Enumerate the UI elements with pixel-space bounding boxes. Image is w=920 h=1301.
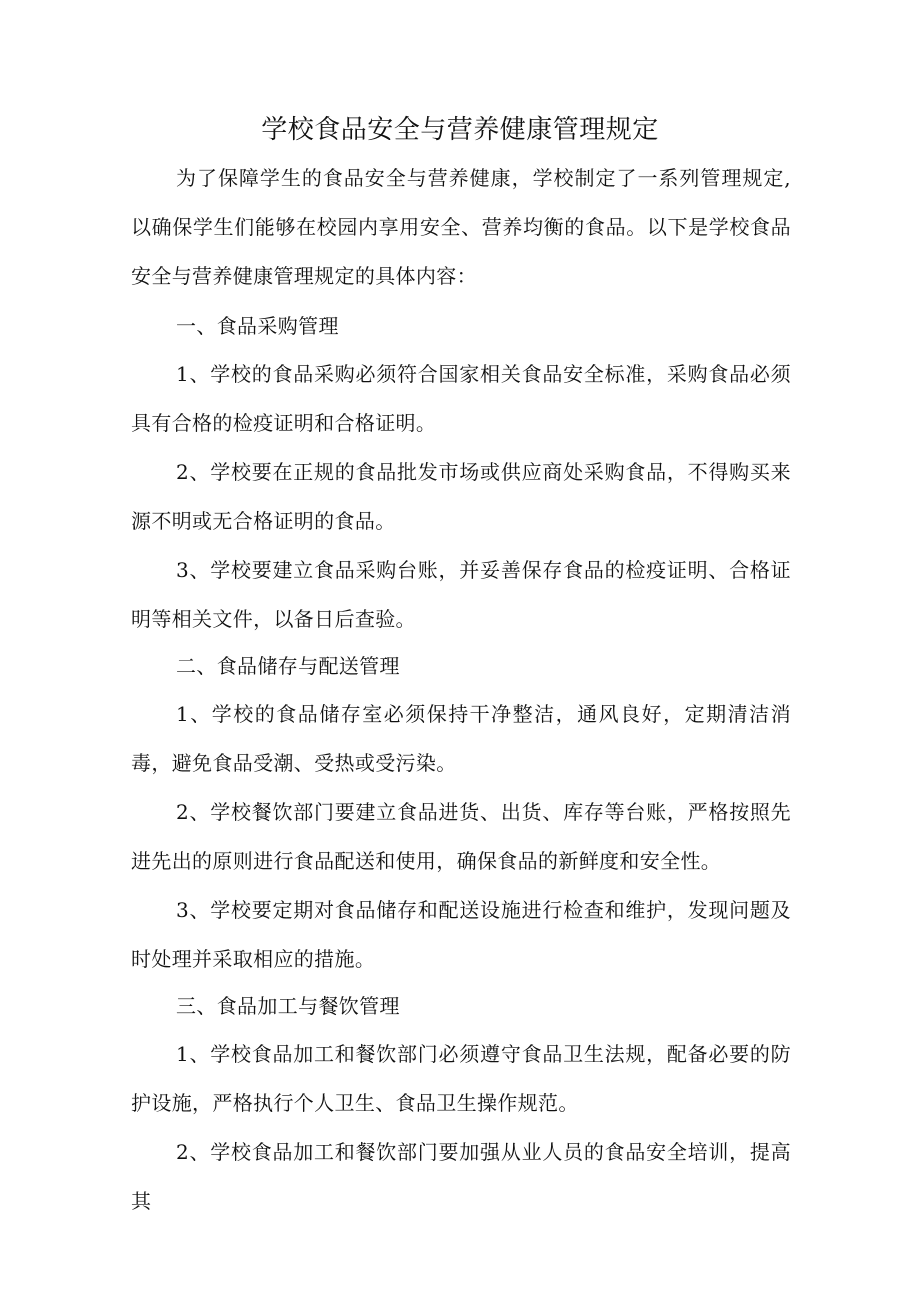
section-1-item-3: 3、学校要建立食品采购台账，并妥善保存食品的检疫证明、合格证明等相关文件，以备日后查验。: [131, 558, 791, 631]
section-heading-1: 一、食品采购管理: [176, 314, 339, 338]
section-3-item-2: 2、学校食品加工和餐饮部门要加强从业人员的食品安全培训，提高其: [131, 1140, 791, 1213]
section-2-item-3: 3、学校要定期对食品储存和配送设施进行检查和维护，发现问题及时处理并采取相应的措施。: [131, 898, 791, 971]
section-1-item-2: 2、学校要在正规的食品批发市场或供应商处采购食品，不得购买来源不明或无合格证明的食品。: [131, 460, 791, 533]
section-heading-3: 三、食品加工与餐饮管理: [176, 994, 400, 1018]
document-title: 学校食品安全与营养健康管理规定: [261, 115, 659, 145]
section-1-item-1: 1、学校的食品采购必须符合国家相关食品安全标准，采购食品必须具有合格的检疫证明和合格证明。: [131, 362, 791, 435]
intro-paragraph: 为了保障学生的食品安全与营养健康，学校制定了一系列管理规定,以确保学生们能够在校园内享用安全、营养均衡的食品。以下是学校食品安全与营养健康管理规定的具体内容：: [131, 166, 791, 288]
section-2-item-1: 1、学校的食品储存室必须保持干净整洁，通风良好，定期清洁消毒，避免食品受潮、受热或受污染。: [131, 702, 791, 775]
section-2-item-2: 2、学校餐饮部门要建立食品进货、出货、库存等台账，严格按照先进先出的原则进行食品配送和使用，确保食品的新鲜度和安全性。: [131, 800, 791, 873]
section-3-item-1: 1、学校食品加工和餐饮部门必须遵守食品卫生法规，配备必要的防护设施，严格执行个人卫生、食品卫生操作规范。: [131, 1042, 791, 1115]
section-heading-2: 二、食品储存与配送管理: [176, 654, 400, 678]
